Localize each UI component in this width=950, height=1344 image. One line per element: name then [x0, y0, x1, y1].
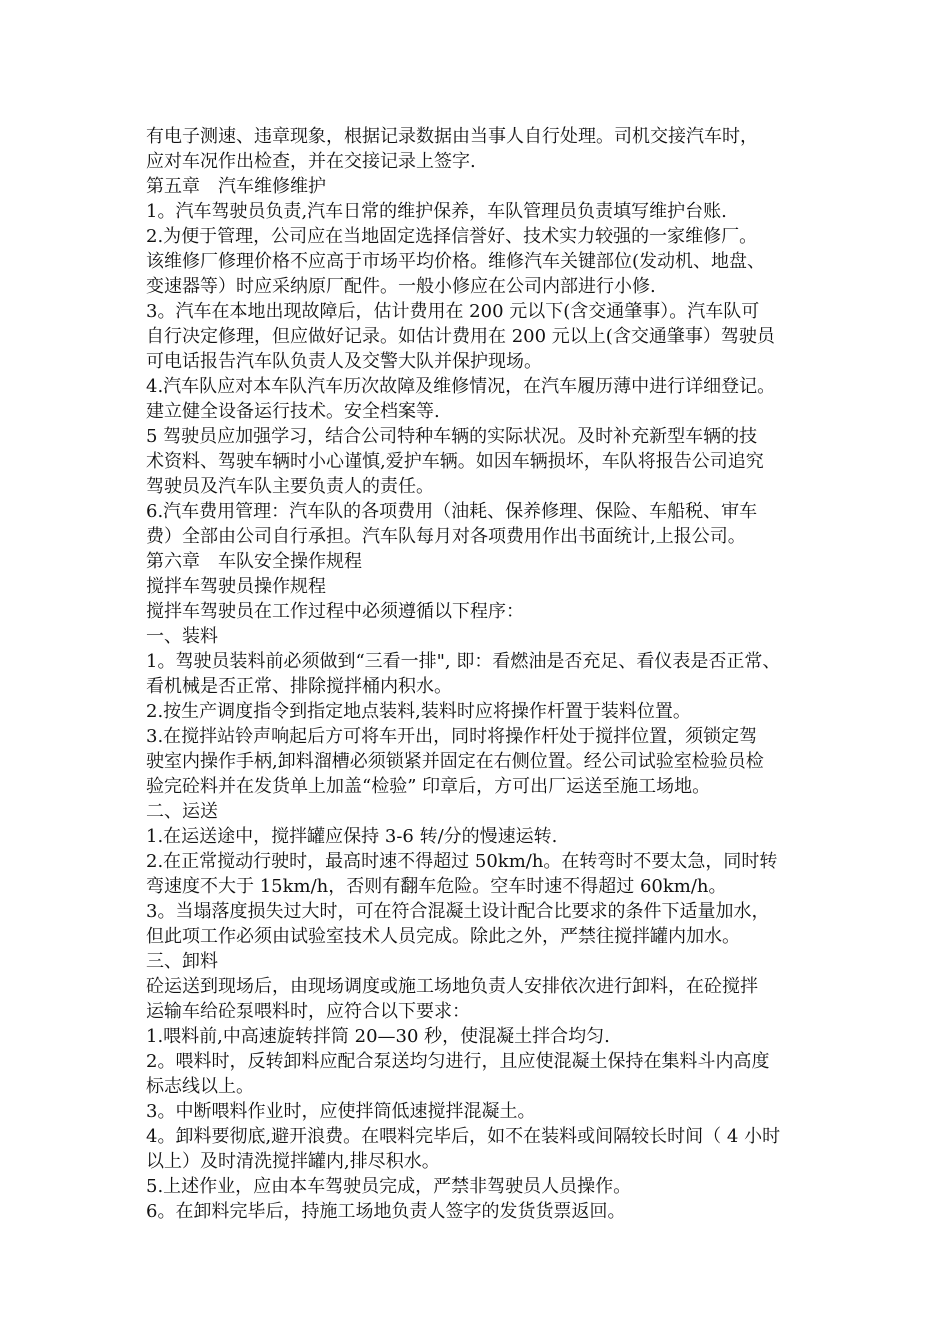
text-line: 自行决定修理，但应做好记录。如估计费用在 200 元以上(含交通肇事）驾驶员 [146, 326, 775, 347]
text-line: 弯速度不大于 15km/h，否则有翻车危险。空车时速不得超过 60km/h。 [146, 876, 727, 897]
text-line: 2.在正常搅动行驶时，最高时速不得超过 50km/h。在转弯时不要太急，同时转 [146, 851, 778, 872]
text-line: 应对车况作出检查，并在交接记录上签字. [146, 151, 476, 172]
text-line: 以上）及时清洗搅拌罐内,排尽积水。 [146, 1151, 440, 1172]
text-line: 但此项工作必须由试验室技术人员完成。除此之外，严禁往搅拌罐内加水。 [146, 926, 740, 947]
text-line: 验完砼料并在发货单上加盖“检验” 印章后，方可出厂运送至施工场地。 [146, 776, 711, 797]
text-line: 2。喂料时，反转卸料应配合泵送均匀进行，且应使混凝土保持在集料斗内高度 [146, 1051, 770, 1072]
text-line: 1.在运送途中，搅拌罐应保持 3-6 转/分的慢速运转. [146, 826, 558, 847]
text-line: 2.为便于管理，公司应在当地固定选择信誉好、技术实力较强的一家维修厂。 [146, 226, 758, 247]
text-line: 5.上述作业，应由本车驾驶员完成，严禁非驾驶员人员操作。 [146, 1176, 632, 1197]
subsection-heading: 三、卸料 [146, 951, 218, 972]
text-line: 1.喂料前,中高速旋转拌筒 20—30 秒，使混凝土拌合均匀. [146, 1026, 610, 1047]
text-line: 砼运送到现场后，由现场调度或施工场地负责人安排依次进行卸料，在砼搅拌 [146, 976, 758, 997]
text-line: 建立健全设备运行技术。安全档案等. [146, 401, 440, 422]
text-line: 驶室内操作手柄,卸料溜槽必须锁紧并固定在右侧位置。经公司试验室检验员检 [146, 751, 764, 772]
chapter-heading: 第六章 车队安全操作规程 [146, 551, 362, 572]
text-line: 2.按生产调度指令到指定地点装料,装料时应将操作杆置于装料位置。 [146, 701, 691, 722]
chapter-heading: 第五章 汽车维修维护 [146, 176, 326, 197]
text-line: 费）全部由公司自行承担。汽车队每月对各项费用作出书面统计,上报公司。 [146, 526, 746, 547]
text-line: 1。汽车驾驶员负责,汽车日常的维护保养，车队管理员负责填写维护台账. [146, 201, 727, 222]
text-line: 有电子测速、违章现象，根据记录数据由当事人自行处理。司机交接汽车时， [146, 126, 758, 147]
text-line: 3。当塌落度损失过大时，可在符合混凝土设计配合比要求的条件下适量加水， [146, 901, 770, 922]
subsection-heading: 二、运送 [146, 801, 218, 822]
text-line: 4.汽车队应对本车队汽车历次故障及维修情况，在汽车履历薄中进行详细登记。 [146, 376, 776, 397]
text-line: 可电话报告汽车队负责人及交警大队并保护现场。 [146, 351, 542, 372]
text-line: 3.在搅拌站铃声响起后方可将车开出，同时将操作杆处于搅拌位置，须锁定驾 [146, 726, 758, 747]
text-line: 该维修厂修理价格不应高于市场平均价格。维修汽车关键部位(发动机、地盘、 [146, 251, 766, 272]
text-line: 6。在卸料完毕后，持施工场地负责人签字的发货货票返回。 [146, 1201, 626, 1222]
section-heading: 搅拌车驾驶员操作规程 [146, 576, 326, 597]
document-body [146, 124, 826, 1224]
text-line: 搅拌车驾驶员在工作过程中必须遵循以下程序： [146, 601, 524, 622]
text-line: 6.汽车费用管理：汽车队的各项费用（油耗、保养修理、保险、车船税、审车 [146, 501, 758, 522]
text-line: 3。中断喂料作业时，应使拌筒低速搅拌混凝土。 [146, 1101, 536, 1122]
text-line: 驾驶员及汽车队主要负责人的责任。 [146, 476, 434, 497]
text-line: 3。汽车在本地出现故障后，估计费用在 200 元以下(含交通肇事）。汽车队可 [146, 301, 760, 322]
text-line: 1。驾驶员装料前必须做到“三看一排", 即：看燃油是否充足、看仪表是否正常、 [146, 651, 781, 672]
text-line: 4。卸料要彻底,避开浪费。在喂料完毕后，如不在装料或间隔较长时间（ 4 小时 [146, 1126, 781, 1147]
text-line: 运输车给砼泵喂料时，应符合以下要求： [146, 1001, 470, 1022]
subsection-heading: 一、装料 [146, 626, 218, 647]
text-line: 标志线以上。 [146, 1076, 254, 1097]
text-line: 看机械是否正常、排除搅拌桶内积水。 [146, 676, 452, 697]
text-line: 5 驾驶员应加强学习，结合公司特种车辆的实际状况。及时补充新型车辆的技 [146, 426, 758, 447]
text-line: 术资料、驾驶车辆时小心谨慎,爱护车辆。如因车辆损坏，车队将报告公司追究 [146, 451, 764, 472]
text-line: 变速器等）时应采纳原厂配件。一般小修应在公司内部进行小修. [146, 276, 656, 297]
